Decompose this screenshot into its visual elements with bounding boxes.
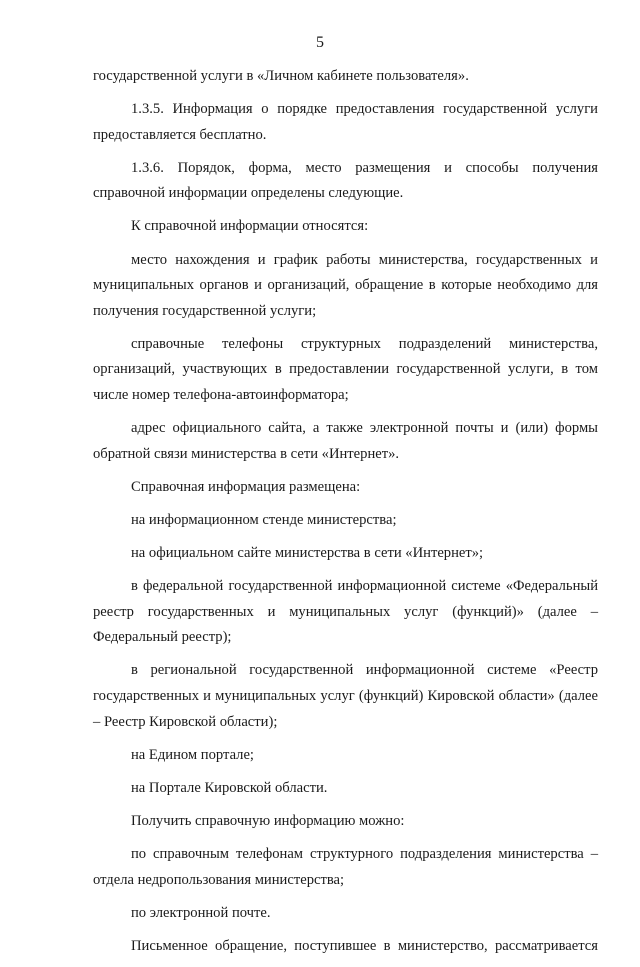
paragraph-1-3-6: 1.3.6. Порядок, форма, место размещения и способы получения справочной информации определены следующие.: [93, 159, 598, 202]
paragraph-by-phone: по справочным телефонам структурного подразделения министерства – отдела недропользования министерства;: [93, 845, 598, 888]
page-number: 5: [316, 34, 324, 51]
paragraph-by-email: по электронной почте.: [131, 904, 271, 921]
paragraph-reference-info-heading: К справочной информации относятся:: [131, 218, 369, 235]
paragraph-info-stand: на информационном стенде министерства;: [131, 511, 397, 528]
paragraph-get-info-heading: Получить справочную информацию можно:: [131, 812, 405, 829]
paragraph-written-appeal: Письменное обращение, поступившее в министерство, рассматривается: [131, 937, 598, 954]
document-body: [93, 64, 598, 967]
paragraph-reference-phones: справочные телефоны структурных подразделений министерства, организаций, участвующих в предоставлении государственной услуги, в том числе номер телефона-автоинформатора;: [93, 335, 598, 404]
paragraph-unified-portal: на Едином портале;: [131, 746, 254, 763]
paragraph-regional-registry: в региональной государственной информационной системе «Реестр государственных и муниципальных услуг (функций) Кировской области» (далее – Реестр Кировской области);: [93, 662, 598, 730]
paragraph-website-email: адрес официального сайта, а также электронной почты и (или) формы обратной связи министерства в сети «Интернет».: [93, 420, 598, 462]
paragraph-info-placed-heading: Справочная информация размещена:: [131, 478, 361, 495]
paragraph-location-schedule: место нахождения и график работы министерства, государственных и муниципальных органов и организаций, обращение в которые необходимо для получения государственной услуги;: [93, 251, 598, 319]
paragraph-continuation: государственной услуги в «Личном кабинете пользователя».: [93, 68, 469, 84]
paragraph-kirov-portal: на Портале Кировской области.: [131, 779, 328, 796]
paragraph-1-3-5: 1.3.5. Информация о порядке предоставления государственной услуги предоставляется бесплатно.: [93, 101, 598, 143]
paragraph-federal-registry: в федеральной государственной информационной системе «Федеральный реестр государственных и муниципальных услуг (функций)» (далее – Федеральный реестр);: [93, 578, 598, 646]
paragraph-official-site: на официальном сайте министерства в сети «Интернет»;: [131, 545, 484, 561]
